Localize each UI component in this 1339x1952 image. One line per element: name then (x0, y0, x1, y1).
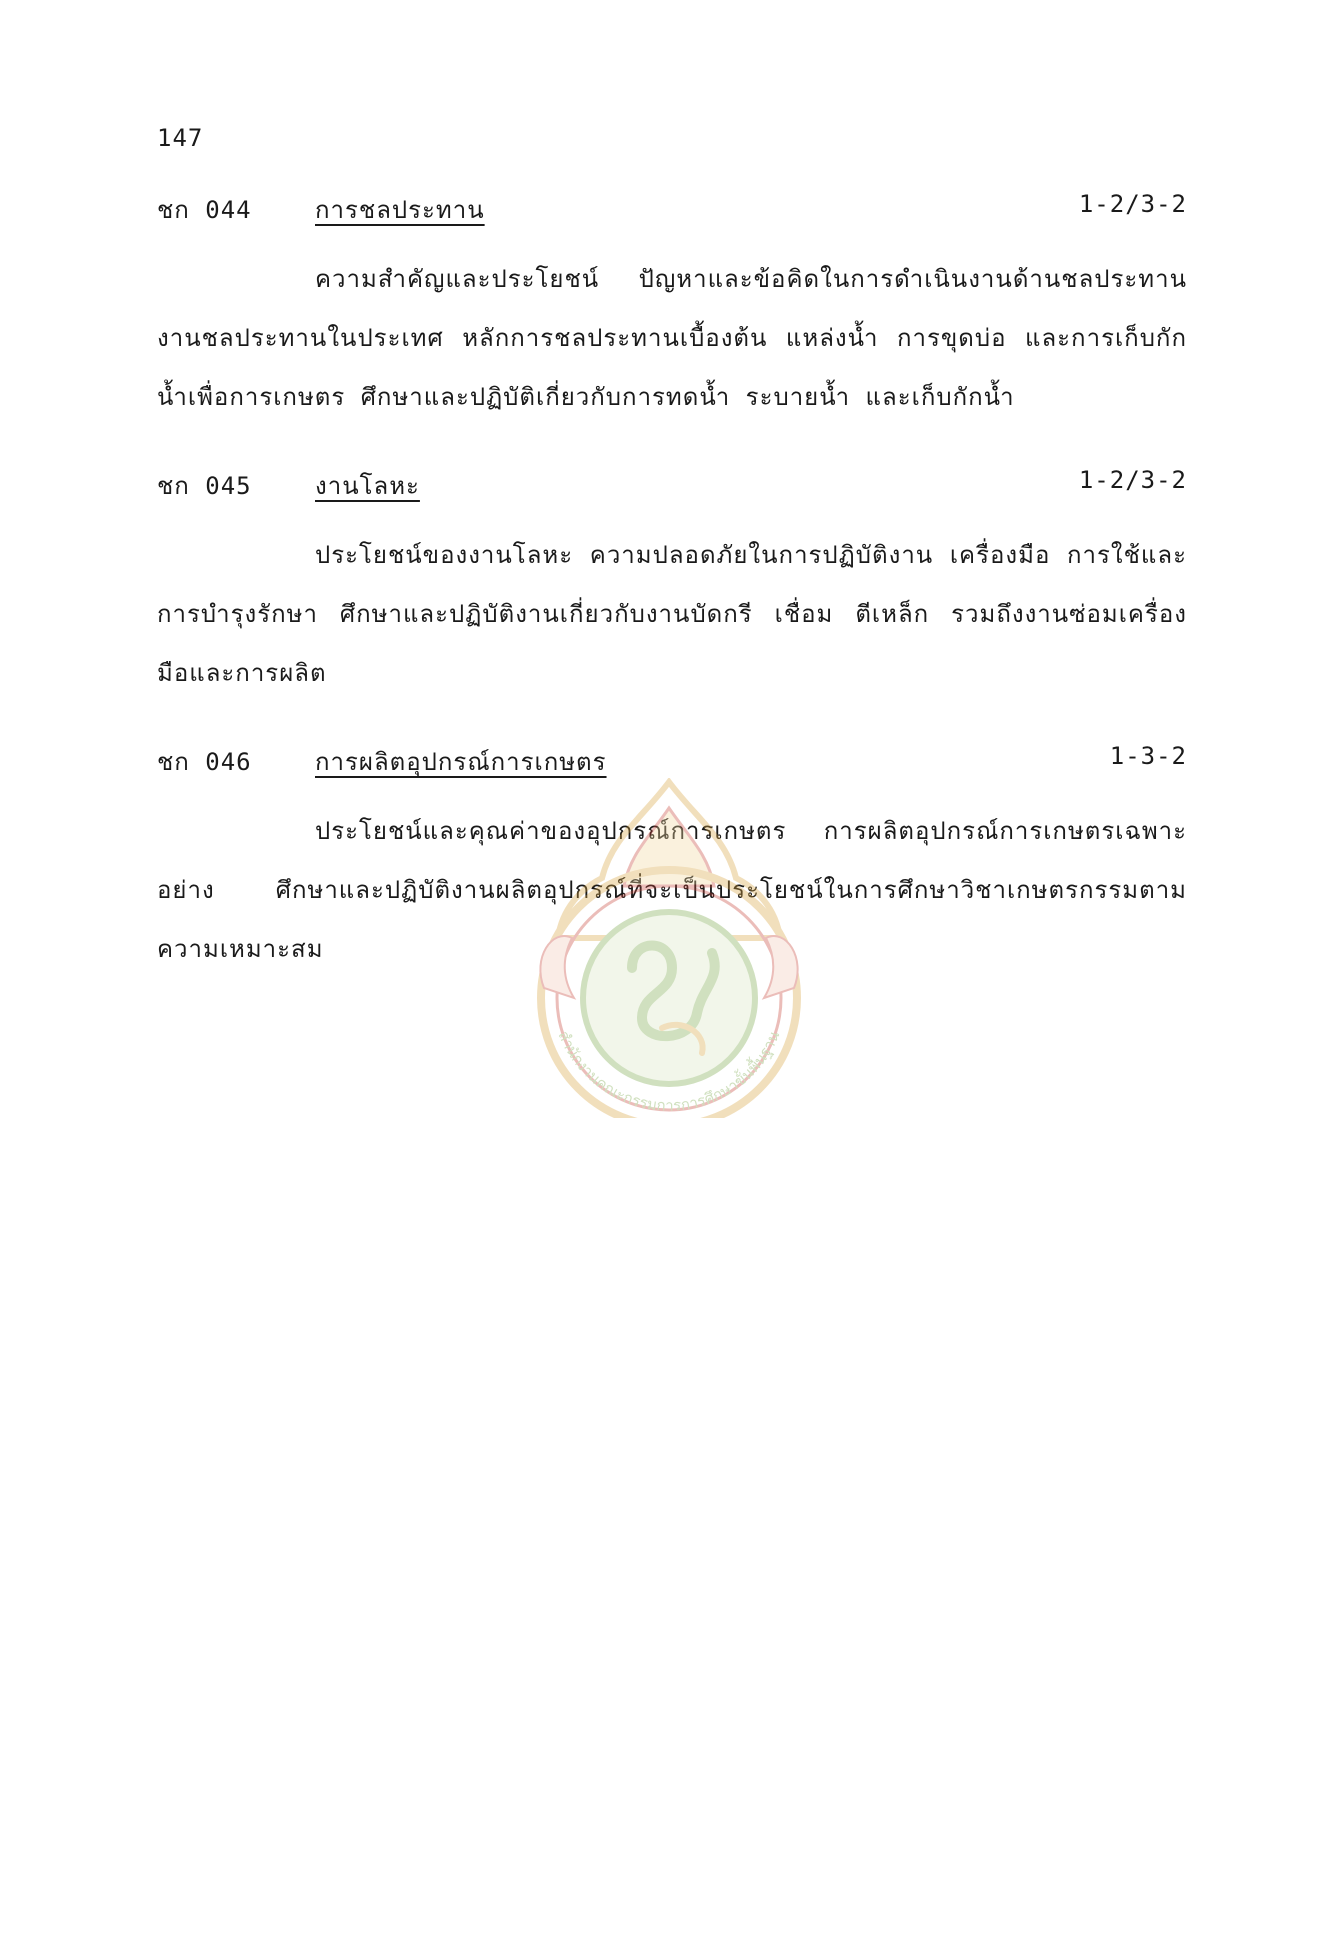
course-description: ประโยชน์และคุณค่าของอุปกรณ์การเกษตร การผลิตอุปกรณ์การเกษตรเฉพาะอย่าง ศึกษาและปฏิบัติงานผลิตอุปกรณ์ที่จะเป็นประโยชน์ในการศึกษาวิชาเกษตรกรรมตามความเหมาะสม (157, 817, 1187, 963)
seal-emblem-detail (662, 1025, 703, 1053)
course-code: ชก 044 (157, 196, 252, 224)
course-entry (157, 742, 1187, 979)
seal-text: สำนักงานคณะกรรมการการศึกษาขั้นพื้นฐาน (554, 1028, 784, 1115)
course-header (157, 466, 1187, 502)
course-code: ชก 046 (157, 748, 252, 776)
course-header (157, 190, 1187, 226)
course-title: การผลิตอุปกรณ์การเกษตร (315, 748, 607, 776)
course-credits: 1-2/3-2 (1078, 190, 1187, 218)
course-description: ประโยชน์ของงานโลหะ ความปลอดภัยในการปฏิบัติงาน เครื่องมือ การใช้และการบำรุงรักษา ศึกษาและปฏิบัติงานเกี่ยวกับงานบัดกรี เชื่อม ตีเหล็ก รวมถึงงานซ่อมเครื่องมือและการผลิต (157, 541, 1187, 687)
course-title: งานโลหะ (315, 472, 420, 500)
course-description: ความสำคัญและประโยชน์ ปัญหาและข้อคิดในการดำเนินงานด้านชลประทาน งานชลประทานในประเทศ หลักการชลประทานเบื้องต้น แหล่งน้ำ การขุดบ่อ และการเก็บกักน้ำเพื่อการเกษตร ศึกษาและปฏิบัติเกี่ยวกับการทดน้ำ ระบายน้ำ และเก็บกักน้ำ (157, 265, 1187, 411)
course-title: การชลประทาน (315, 196, 485, 224)
course-entry (157, 466, 1187, 703)
course-entry (157, 190, 1187, 427)
course-code: ชก 045 (157, 472, 252, 500)
course-credits: 1-2/3-2 (1078, 466, 1187, 494)
course-credits: 1-3-2 (1109, 742, 1187, 770)
course-header (157, 742, 1187, 778)
page-number: 147 (157, 124, 204, 152)
